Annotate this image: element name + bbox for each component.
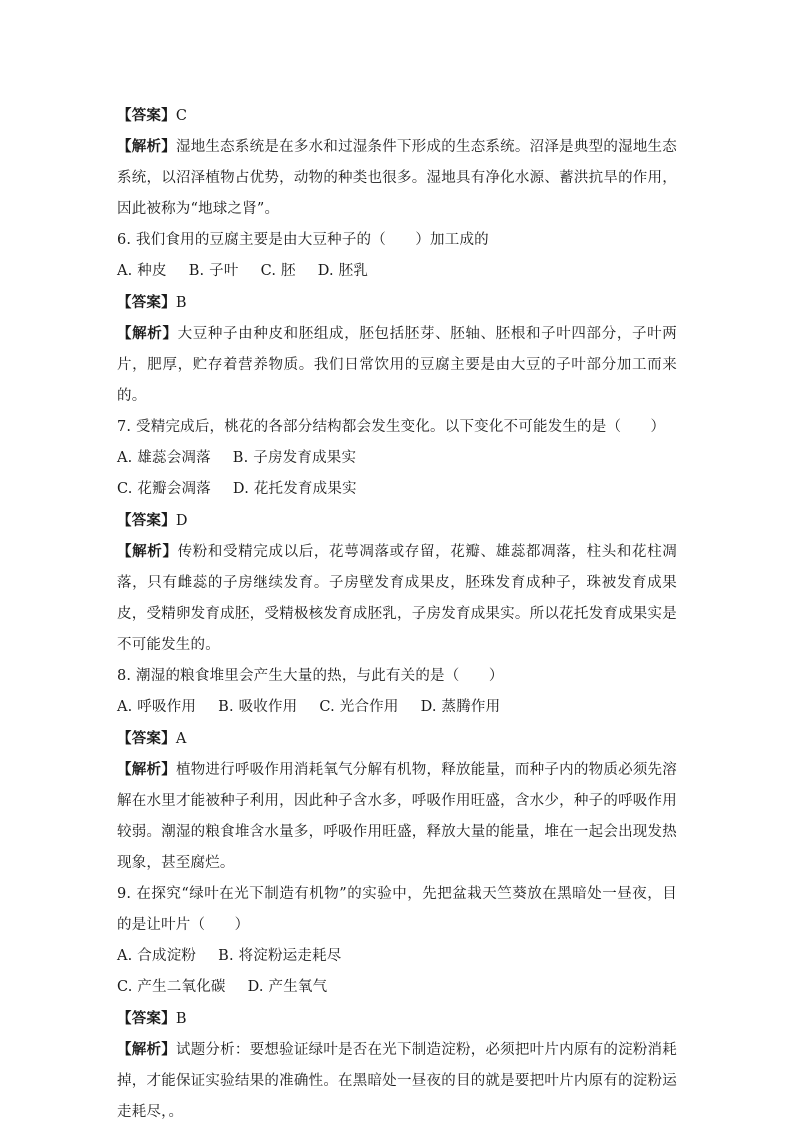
options-row (117, 692, 677, 723)
analysis-label: 【解析】 (117, 325, 178, 342)
options-row (117, 443, 677, 474)
option-item: D. 胚乳 (317, 263, 369, 279)
answer-line (117, 287, 677, 318)
analysis-paragraph (117, 131, 677, 225)
analysis-label: 【解析】 (117, 138, 176, 155)
analysis-text: 试题分析：要想验证绿叶是否在光下制造淀粉，必须把叶片内原有的淀粉消耗掉，才能保证实验结果的准确性。在黑暗处一昼夜的目的就是要把叶片内原有的淀粉运走耗尽，。 (117, 1042, 677, 1120)
option-item: A. 合成淀粉 (117, 948, 197, 964)
option-item: D. 花托发育成果实 (232, 481, 357, 497)
option-item: A. 种皮 (117, 263, 167, 279)
analysis-label: 【解析】 (117, 1041, 176, 1058)
analysis-text: 大豆种子由种皮和胚组成，胚包括胚芽、胚轴、胚根和子叶四部分，子叶两片，肥厚，贮存着营养物质。我们日常饮用的豆腐主要是由大豆的子叶部分加工而来的。 (117, 326, 677, 404)
answer-value: C (175, 108, 188, 124)
answer-value: D (175, 513, 188, 529)
analysis-text: 植物进行呼吸作用消耗氧气分解有机物，释放能量，而种子内的物质必须先溶解在水里才能被种子利用，因此种子含水多，呼吸作用旺盛，含水少，种子的呼吸作用较弱。潮湿的粮食堆含水量多，呼吸作用旺盛，释放大量的能量，堆在一起会出现发热现象，甚至腐烂。 (117, 762, 677, 871)
option-item: B. 子房发育成果实 (232, 450, 357, 466)
analysis-paragraph (117, 536, 677, 661)
answer-line (117, 723, 677, 754)
analysis-text: 湿地生态系统是在多水和过湿条件下形成的生态系统。沼泽是典型的湿地生态系统，以沼泽植物占优势，动物的种类也很多。湿地具有净化水源、蓄洪抗旱的作用，因此被称为“地球之肾”。 (117, 139, 677, 217)
option-item: C. 花瓣会凋落 (117, 481, 211, 497)
analysis-paragraph (117, 754, 677, 879)
answer-line (117, 1003, 677, 1034)
option-item: B. 子叶 (188, 263, 239, 279)
question-text: 7. 受精完成后，桃花的各部分结构都会发生变化。以下变化不可能发生的是（ ） (117, 419, 666, 435)
answer-label: 【答案】 (117, 1010, 176, 1027)
options-row (117, 474, 677, 505)
answer-value: A (175, 731, 187, 747)
analysis-label: 【解析】 (117, 543, 178, 560)
option-item: D. 产生氧气 (247, 979, 328, 995)
answer-value: B (175, 1011, 187, 1027)
option-item: B. 将淀粉运走耗尽 (218, 948, 342, 964)
answer-label: 【答案】 (117, 512, 176, 529)
analysis-text: 传粉和受精完成以后，花萼凋落或存留，花瓣、雄蕊都凋落，柱头和花柱凋落，只有雌蕊的子房继续发育。子房壁发育成果皮，胚珠发育成种子，珠被发育成果皮，受精卵发育成胚，受精极核发育成胚乳，子房发育成果实。所以花托发育成果实是不可能发生的。 (117, 544, 677, 653)
option-item: A. 雄蕊会凋落 (117, 450, 211, 466)
option-item: C. 胚 (260, 263, 296, 279)
question-text: 8. 潮湿的粮食堆里会产生大量的热，与此有关的是（ ） (117, 668, 504, 684)
analysis-paragraph (117, 318, 677, 412)
answer-line (117, 505, 677, 536)
answer-value: B (175, 295, 187, 311)
options-row (117, 256, 677, 287)
question-text: 6. 我们食用的豆腐主要是由大豆种子的（ ）加工成的 (117, 232, 489, 248)
document-content (117, 100, 677, 1128)
option-item: A. 呼吸作用 (117, 699, 197, 715)
option-item: D. 蒸腾作用 (420, 699, 501, 715)
answer-line (117, 100, 677, 131)
options-row (117, 972, 677, 1003)
answer-label: 【答案】 (117, 294, 176, 311)
question-text: 9. 在探究“绿叶在光下制造有机物”的实验中，先把盆栽天竺葵放在黑暗处一昼夜，目的是让叶片（ ） (117, 886, 677, 933)
option-item: B. 吸收作用 (218, 699, 298, 715)
analysis-label: 【解析】 (117, 761, 176, 778)
options-row (117, 941, 677, 972)
answer-label: 【答案】 (117, 730, 176, 747)
option-item: C. 光合作用 (319, 699, 399, 715)
option-item: C. 产生二氧化碳 (117, 979, 226, 995)
analysis-paragraph (117, 1034, 677, 1128)
answer-label: 【答案】 (117, 107, 176, 124)
